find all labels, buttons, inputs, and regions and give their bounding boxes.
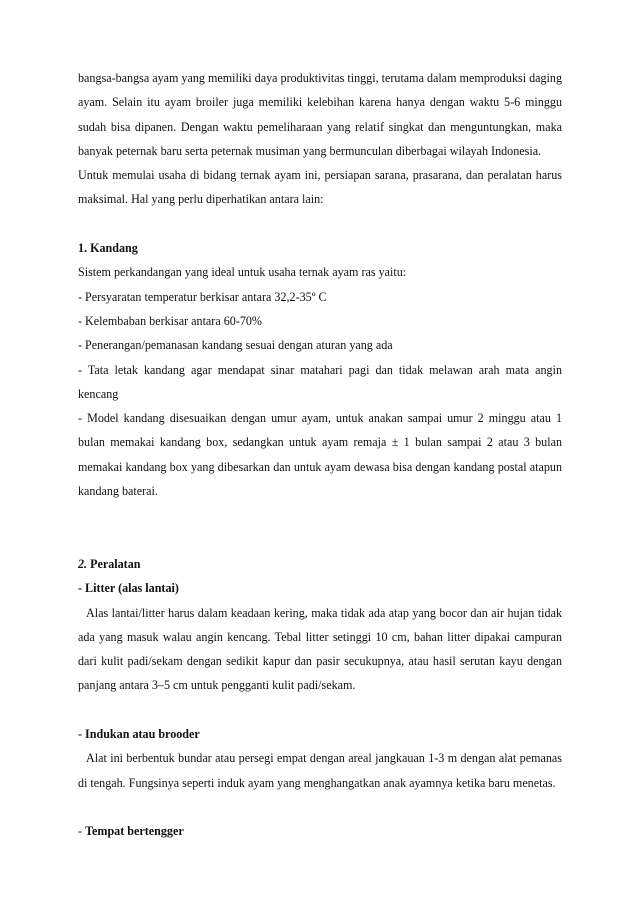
kandang-item-model: - Model kandang disesuaikan dengan umur ayam, untuk anakan sampai umur 2 minggu atau 1 bulan memakai kandang box, sedangkan untuk ayam remaja ± 1 bulan sampai 2 atau 3 bulan memakai kandang box yang dibesarkan dan untuk ayam dewasa bisa dengan kandang postal atapun kandang baterai.: [78, 411, 562, 499]
section-title: Peralatan: [87, 556, 141, 571]
kandang-item-lighting: - Penerangan/pemanasan kandang sesuai dengan aturan yang ada: [78, 338, 393, 353]
spacer: [78, 503, 562, 552]
spacer: [78, 698, 562, 722]
subheading-litter: - Litter (alas lantai): [78, 581, 179, 596]
spacer: [78, 212, 562, 236]
spacer: [78, 795, 562, 819]
subheading-brooder: - Indukan atau brooder: [78, 727, 200, 742]
litter-paragraph: Alas lantai/litter harus dalam keadaan kering, maka tidak ada atap yang bocor dan air hujan tidak ada yang masuk walau angin kencang. Tebal litter setinggi 10 cm, bahan litter dipakai campuran dari kulit padi/sekam dengan sedikit kapur dan pasir secukupnya, atau hasil serutan kayu dengan panjang antara 3–5 cm untuk pengganti kulit padi/sekam.: [78, 605, 562, 693]
subheading-bertengger: [78, 819, 562, 843]
brooder-paragraph: Alat ini berbentuk bundar atau persegi empat dengan areal jangkauan 1-3 m dengan alat pemanas di tengah. Fungsinya seperti induk ayam yang menghangatkan anak ayamnya ketika baru menetas.: [78, 751, 562, 790]
kandang-intro: Sistem perkandangan yang ideal untuk usaha ternak ayam ras yaitu:: [78, 265, 407, 280]
document-body: [78, 66, 562, 844]
section-heading-kandang: 1. Kandang: [78, 241, 138, 256]
intro-paragraph-2: Untuk memulai usaha di bidang ternak ayam ini, persiapan sarana, prasarana, dan peralatan harus maksimal. Hal yang perlu diperhatikan antara lain:: [78, 168, 562, 207]
kandang-item-temperature: - Persyaratan temperatur berkisar antara 32,2-35º C: [78, 289, 327, 304]
section-heading-peralatan: [78, 552, 562, 576]
section-number: 2.: [78, 556, 88, 571]
subheading-bertengger-title: Tempat bertengger: [85, 824, 184, 839]
kandang-item-humidity: - Kelembaban berkisar antara 60-70%: [78, 313, 263, 328]
intro-paragraph-1: bangsa-bangsa ayam yang memiliki daya produktivitas tinggi, terutama dalam memproduksi daging ayam. Selain itu ayam broiler juga memiliki kelebihan karena hanya dengan waktu 5-6 minggu sudah bisa dipanen. Dengan waktu pemeliharaan yang relatif singkat dan menguntungkan, maka banyak peternak baru serta peternak musiman yang bermunculan diberbagai wilayah Indonesia.: [78, 71, 562, 158]
dash-prefix: -: [78, 824, 86, 839]
kandang-item-layout: - Tata letak kandang agar mendapat sinar matahari pagi dan tidak melawan arah mata angin kencang: [78, 362, 562, 401]
